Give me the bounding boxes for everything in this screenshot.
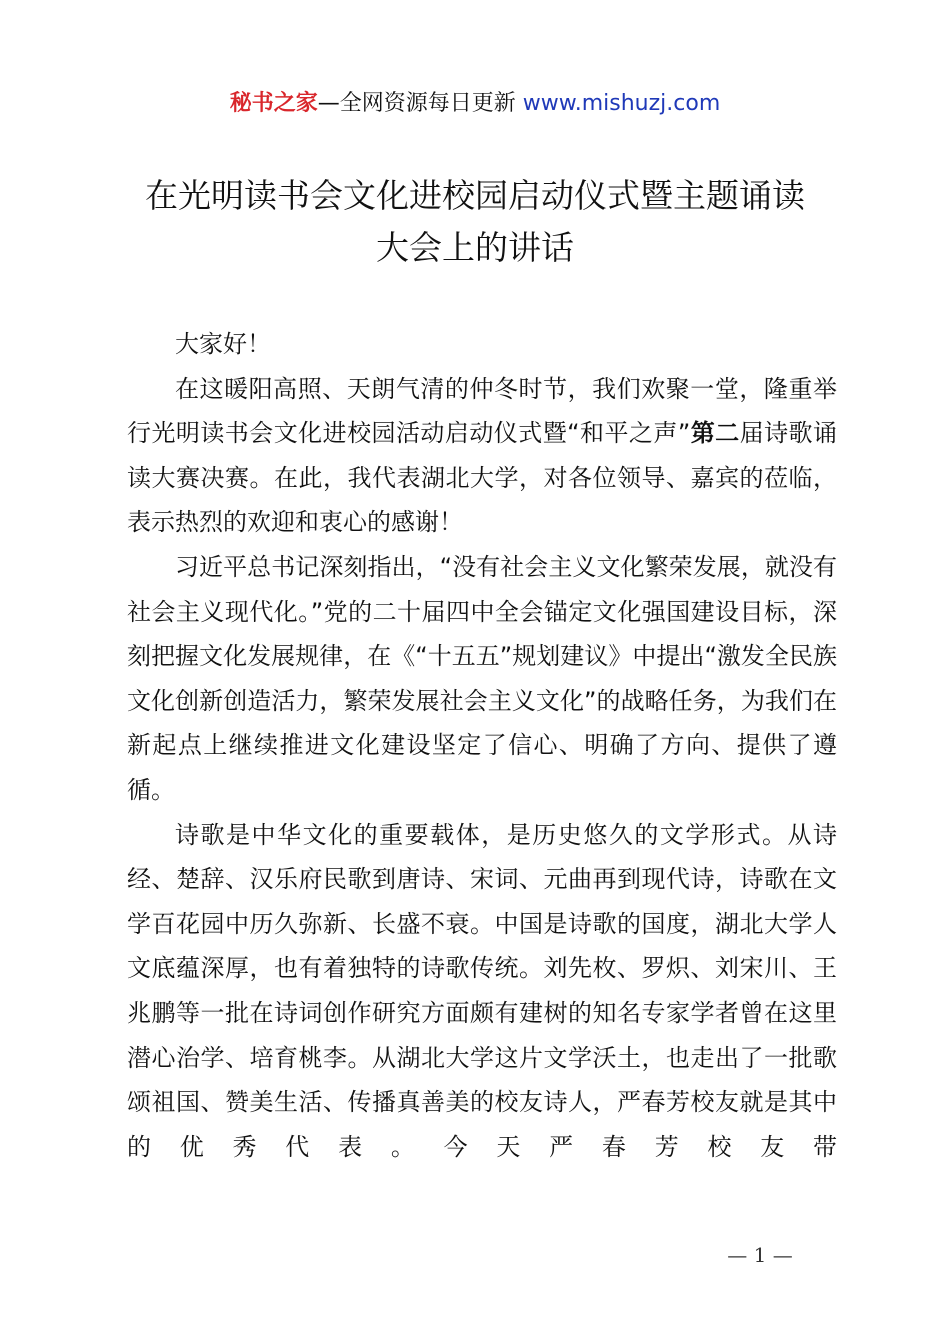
opening-paragraph	[127, 367, 837, 545]
document-title	[100, 170, 850, 274]
header-tagline: —全网资源每日更新	[317, 91, 523, 116]
brand-name: 秘书之家	[229, 91, 318, 116]
site-header	[0, 86, 950, 122]
opening-text-2: 届诗歌诵读大赛决赛。在此，我代表湖北大学，对各位领导、嘉宾的莅临，表示热烈的欢迎和衷心的感谢！	[127, 419, 837, 537]
site-url[interactable]: www.mishuzj.com	[522, 91, 721, 116]
opening-text-1: 在这暖阳高照、天朗气清的仲冬时节，我们欢聚一堂，隆重举行光明读书会文化进校园活动启动仪式暨“和平之声”	[127, 374, 837, 448]
title-line-1: 在光明读书会文化进校园启动仪式暨主题诵读	[145, 176, 805, 215]
highlighted-text: 第二	[690, 419, 740, 448]
greeting-paragraph: 大家好！	[175, 330, 271, 358]
page-number: — 1 —	[727, 1243, 793, 1267]
poetry-paragraph: 诗歌是中华文化的重要载体，是历史悠久的文学形式。从诗经、楚辞、汉乐府民歌到唐诗、宋词、元曲再到现代诗，诗歌在文学百花园中历久弥新、长盛不衰。中国是诗歌的国度，湖北大学人文底蕴深厚，也有着独特的诗歌传统。刘先枚、罗炽、刘宋川、王兆鹏等一批在诗词创作研究方面颇有建树的知名专家学者曾在这里潜心治学、培育桃李。从湖北大学这片文学沃土，也走出了一批歌颂祖国、赞美生活、传播真善美的校友诗人，严春芳校友就是其中的优秀代表。今天严春芳校友带	[127, 820, 837, 1161]
title-line-2: 大会上的讲话	[376, 228, 574, 267]
document-body	[127, 322, 837, 1169]
quote-paragraph: 习近平总书记深刻指出，“没有社会主义文化繁荣发展，就没有社会主义现代化。”党的二十届四中全会锚定文化强国建设目标，深刻把握文化发展规律，在《“十五五”规划建议》中提出“激发全民族文化创新创造活力，繁荣发展社会主义文化”的战略任务，为我们在新起点上继续推进文化建设坚定了信心、明确了方向、提供了遵循。	[127, 552, 837, 804]
